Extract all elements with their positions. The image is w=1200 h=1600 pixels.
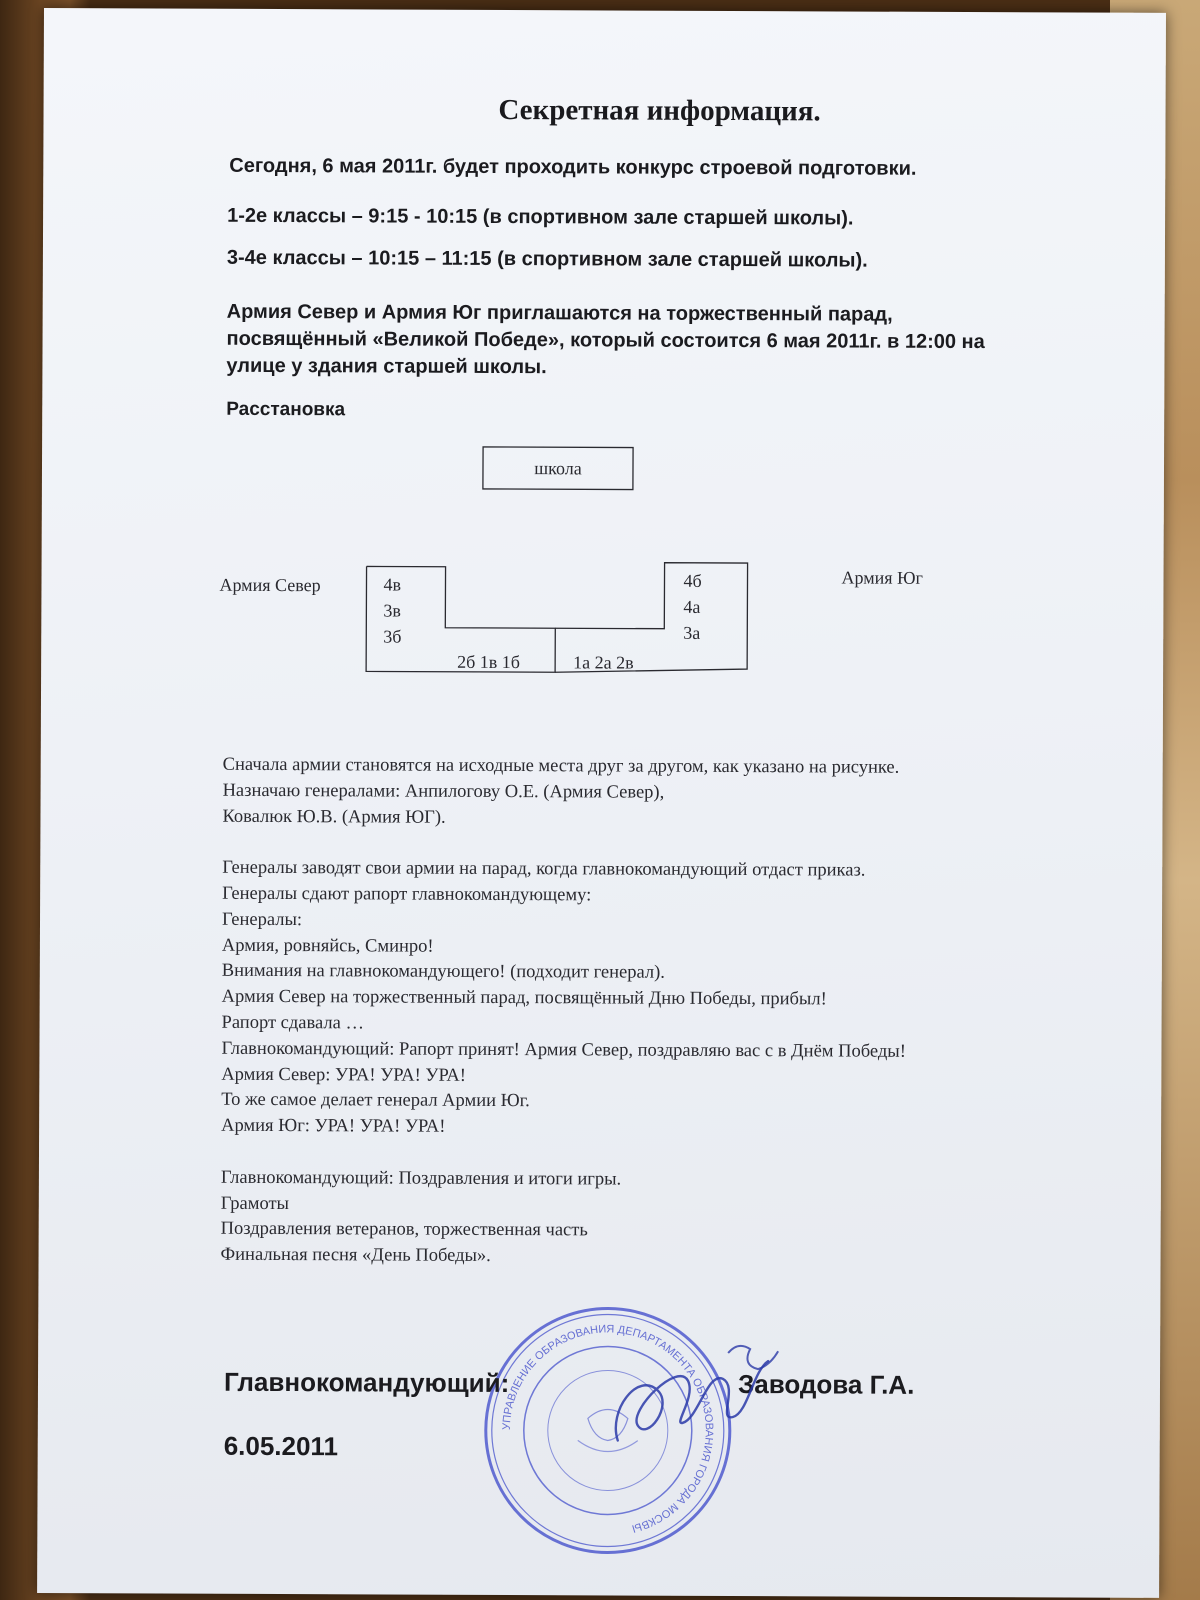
south-column-item: 4а [683, 596, 701, 617]
invitation-paragraph [226, 299, 985, 383]
army-north-label: Армия Север [219, 574, 321, 596]
body-line [222, 830, 907, 859]
body-line: Поздравления ветеранов, торжественная часть [220, 1219, 588, 1241]
body-line: Армия Юг: УРА! УРА! УРА! [221, 1115, 446, 1137]
body-line: Ковалюк Ю.В. (Армия ЮГ). [222, 806, 446, 828]
body-line: Финальная песня «День Победы». [220, 1244, 491, 1267]
signature-scribble-icon [578, 1330, 789, 1471]
layout-heading: Расстановка [226, 398, 346, 421]
body-line: Генералы сдают рапорт главнокомандующему: [222, 883, 592, 906]
north-bottom-row: 2б 1в 1б [457, 651, 521, 673]
body-line: Назначаю генералами: Анпилогову О.Е. (Армия Север), [222, 780, 665, 803]
body-text [221, 753, 908, 1272]
body-line: Армия Север на торжественный парад, посвящённый Дню Победы, прибыл! [221, 986, 827, 1010]
body-line: Генералы: [221, 909, 303, 930]
south-column-item: 3а [683, 622, 701, 643]
paper-sheet [37, 8, 1166, 1598]
south-column-item: 4б [683, 570, 702, 591]
document-title: Секретная информация. [498, 93, 821, 128]
body-line [221, 1140, 906, 1169]
stamp-ring-text: УПРАВЛЕНИЕ ОБРАЗОВАНИЯ ДЕПАРТАМЕНТА ОБРАЗОВАНИЯ ГОРОДА МОСКВЫ [500, 1323, 715, 1535]
intro-text: Сегодня, 6 мая 2011г. будет проходить конкурс строевой подготовки. [229, 154, 917, 180]
body-line: Генералы заводят свои армии на парад, когда главнокомандующий отдаст приказ. [222, 857, 866, 881]
body-line: Главнокомандующий: Поздравления и итоги игры. [220, 1167, 622, 1190]
north-column-item: 3в [383, 600, 401, 621]
formation-diagram-svg [211, 439, 772, 701]
school-label: школа [534, 458, 582, 479]
body-line: Рапорт сдавала … [221, 1012, 365, 1034]
body-line: Грамоты [220, 1193, 290, 1214]
signature-date: 6.05.2011 [223, 1430, 339, 1462]
signatory-role: Главнокомандующий: [223, 1366, 510, 1399]
invitation-line: улице у здания старшей школы. [226, 354, 547, 379]
formation-diagram [211, 439, 772, 701]
body-line: Сначала армии становятся на исходные места друг за другом, как указано на рисунке. [222, 754, 900, 778]
signatory-name: Заводова Г.А. [737, 1369, 915, 1400]
north-column-item: 4в [383, 574, 402, 595]
north-column-item: 3б [383, 626, 402, 647]
army-south-label: Армия Юг [841, 567, 923, 588]
south-bottom-row: 1а 2а 2в [573, 652, 634, 673]
body-line: То же самое делает генерал Армии Юг. [221, 1090, 530, 1112]
body-line: Главнокомандующий: Рапорт принят! Армия Север, поздравляю вас с в Днём Победы! [221, 1038, 906, 1062]
schedule-line-1: 1-2е классы – 9:15 - 10:15 (в спортивном зале старшей школы). [227, 204, 854, 230]
handwritten-signature [578, 1330, 789, 1471]
body-line: Армия, ровняйсь, Сминро! [221, 935, 434, 957]
invitation-line: Армия Север и Армия Юг приглашаются на торжественный парад, [226, 300, 893, 326]
schedule-line-2: 3-4е классы – 10:15 – 11:15 (в спортивном зале старшей школы). [226, 246, 868, 272]
body-line: Внимания на главнокомандующего! (подходит генерал). [221, 961, 665, 984]
invitation-line: посвящённый «Великой Победе», который состоится 6 мая 2011г. в 12:00 на [226, 327, 985, 354]
body-line: Армия Север: УРА! УРА! УРА! [221, 1064, 466, 1086]
